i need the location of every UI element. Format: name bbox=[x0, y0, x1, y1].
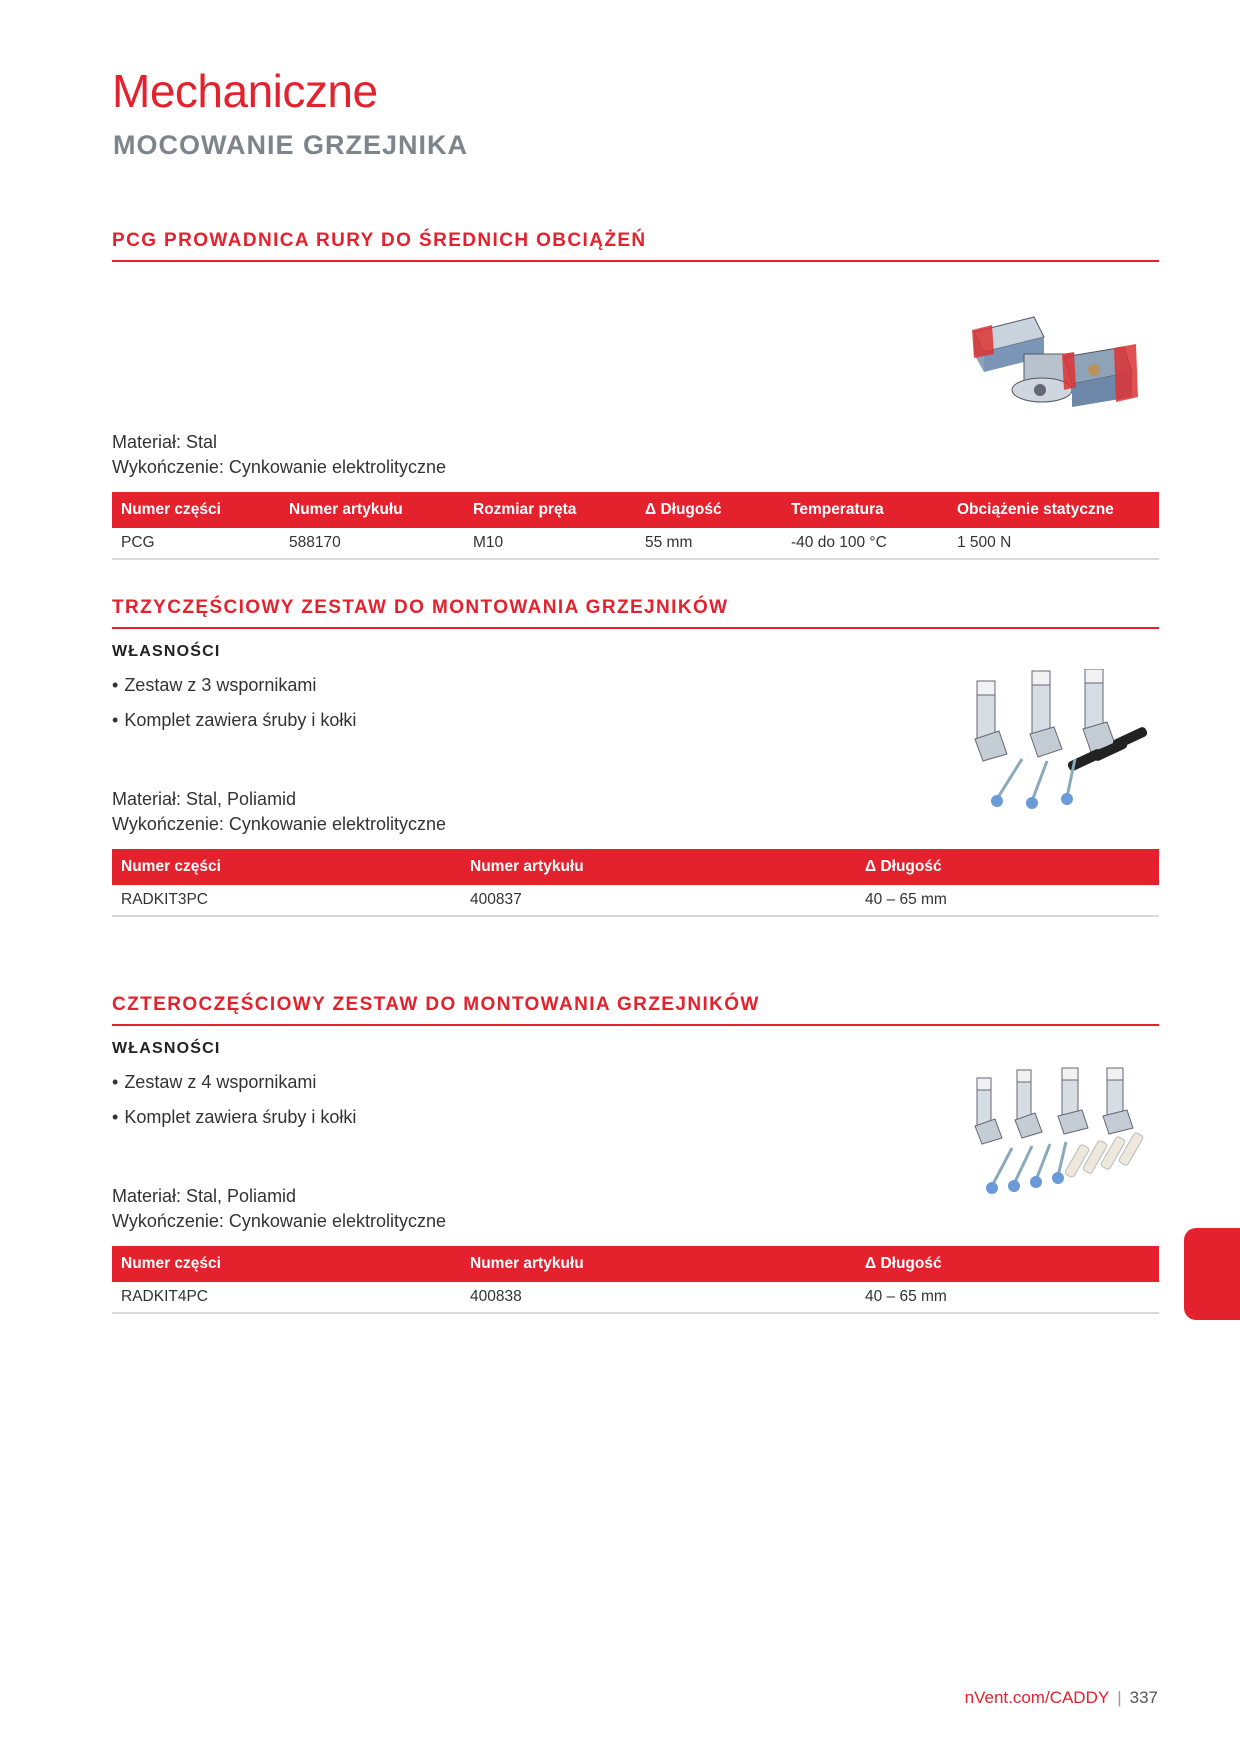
col-header: Δ Długość bbox=[636, 492, 782, 528]
bullet-item: • Komplet zawiera śruby i kołki bbox=[112, 1107, 357, 1127]
pipe-guide-product-image bbox=[964, 312, 1144, 422]
page-number: 337 bbox=[1129, 1688, 1158, 1707]
table-header-row bbox=[112, 849, 1159, 885]
table-row bbox=[112, 528, 1159, 559]
col-header: Numer artykułu bbox=[461, 1246, 856, 1282]
page-title: Mechaniczne bbox=[112, 65, 378, 117]
chapter-tab bbox=[1184, 1228, 1240, 1320]
col-header: Temperatura bbox=[782, 492, 948, 528]
table-row bbox=[112, 885, 1159, 916]
page-subtitle: MOCOWANIE GRZEJNIKA bbox=[113, 130, 469, 160]
table-cell: 588170 bbox=[280, 528, 464, 559]
bullet-item: • Komplet zawiera śruby i kołki bbox=[112, 710, 357, 730]
finish-text: Wykończenie: Cynkowanie elektrolityczne bbox=[112, 814, 446, 834]
finish-text: Wykończenie: Cynkowanie elektrolityczne bbox=[112, 1211, 446, 1231]
properties-title: WŁASNOŚCI bbox=[112, 1040, 221, 1057]
finish-text: Wykończenie: Cynkowanie elektrolityczne bbox=[112, 457, 446, 477]
table-cell: RADKIT4PC bbox=[112, 1282, 461, 1313]
section-pcg bbox=[112, 230, 1159, 551]
bullet-item: • Zestaw z 3 wspornikami bbox=[112, 675, 317, 695]
table-cell: 400837 bbox=[461, 885, 856, 916]
col-header: Obciążenie statyczne bbox=[948, 492, 1159, 528]
col-header: Rozmiar pręta bbox=[464, 492, 636, 528]
table-cell: 40 – 65 mm bbox=[856, 885, 1159, 916]
bullet-item: • Zestaw z 4 wspornikami bbox=[112, 1072, 317, 1092]
spec-block bbox=[112, 1184, 446, 1234]
table-header-row bbox=[112, 492, 1159, 528]
section-title: CZTEROCZĘŚCIOWY ZESTAW DO MONTOWANIA GRZEJNIKÓW bbox=[112, 994, 1159, 1026]
col-header: Numer części bbox=[112, 849, 461, 885]
table-row bbox=[112, 1282, 1159, 1313]
section-radkit4 bbox=[112, 994, 1159, 1305]
col-header: Numer części bbox=[112, 1246, 461, 1282]
parts-table bbox=[112, 492, 1159, 560]
section-radkit3 bbox=[112, 597, 1159, 908]
page-footer bbox=[965, 1688, 1158, 1708]
footer-url-link[interactable]: nVent.com/CADDY bbox=[964, 1688, 1110, 1707]
section-title: PCG PROWADNICA RURY DO ŚREDNICH OBCIĄŻEŃ bbox=[112, 230, 1159, 262]
three-bracket-kit-image bbox=[957, 669, 1157, 819]
table-cell: 1 500 N bbox=[948, 528, 1159, 559]
material-text: Materiał: Stal, Poliamid bbox=[112, 789, 297, 809]
table-cell: PCG bbox=[112, 528, 280, 559]
parts-table bbox=[112, 849, 1159, 917]
table-cell: -40 do 100 °C bbox=[782, 528, 948, 559]
table-cell: 55 mm bbox=[636, 528, 782, 559]
table-header-row bbox=[112, 1246, 1159, 1282]
spec-block bbox=[112, 787, 446, 837]
col-header: Numer artykułu bbox=[461, 849, 856, 885]
table-cell: M10 bbox=[464, 528, 636, 559]
spec-block bbox=[112, 430, 446, 480]
footer-separator: | bbox=[1117, 1688, 1122, 1707]
col-header: Numer artykułu bbox=[280, 492, 464, 528]
section-title: TRZYCZĘŚCIOWY ZESTAW DO MONTOWANIA GRZEJNIKÓW bbox=[112, 597, 1159, 629]
four-bracket-kit-image bbox=[962, 1066, 1152, 1196]
parts-table bbox=[112, 1246, 1159, 1314]
material-text: Materiał: Stal bbox=[112, 432, 218, 452]
table-cell: RADKIT3PC bbox=[112, 885, 461, 916]
table-cell: 40 – 65 mm bbox=[856, 1282, 1159, 1313]
material-text: Materiał: Stal, Poliamid bbox=[112, 1186, 297, 1206]
properties-title: WŁASNOŚCI bbox=[112, 643, 221, 660]
col-header: Δ Długość bbox=[856, 849, 1159, 885]
col-header: Numer części bbox=[112, 492, 280, 528]
col-header: Δ Długość bbox=[856, 1246, 1159, 1282]
table-cell: 400838 bbox=[461, 1282, 856, 1313]
